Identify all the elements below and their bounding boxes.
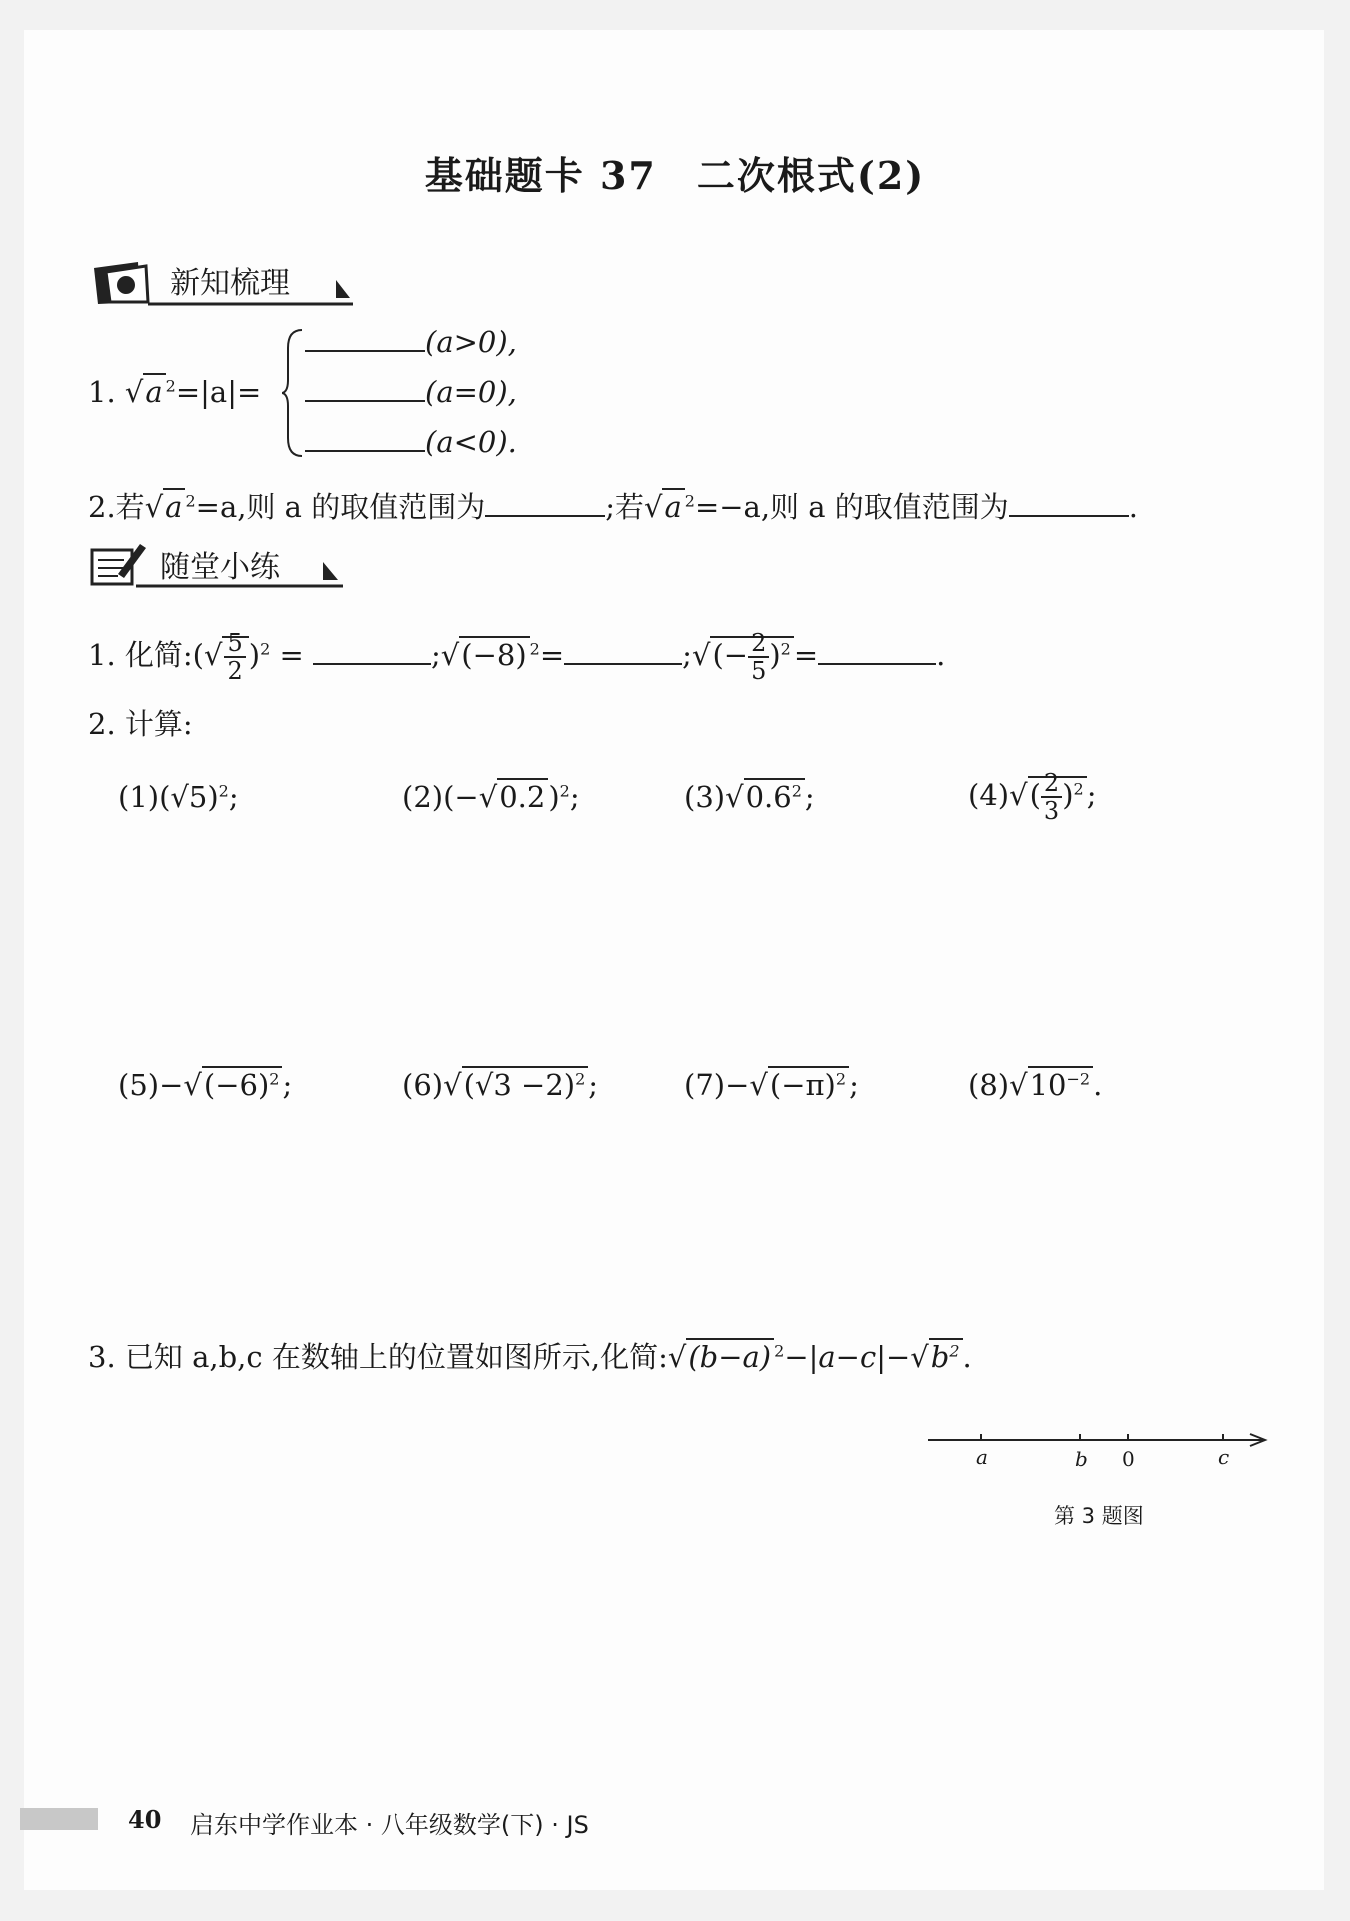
answer-blank[interactable] xyxy=(305,399,425,402)
axis-label-a: a xyxy=(976,1445,988,1469)
axis-label-c: c xyxy=(1218,1445,1230,1469)
answer-blank[interactable] xyxy=(1009,514,1129,517)
answer-blank[interactable] xyxy=(305,349,425,352)
calc-item-8: $(8)√10^{-2}$ . xyxy=(968,1068,1103,1102)
book-title: 启东中学作业本 · 八年级数学(下) · JS xyxy=(190,1811,589,1839)
case-row: (a>0), xyxy=(305,325,517,359)
question-2: 2.若√a $^2$=a,则 a 的取值范围为 ;若√a $^2$=−a,则 a 的取值范围为 . xyxy=(88,490,1139,524)
footer-bar xyxy=(20,1808,98,1830)
practice-1: 1. 化简:(√ $\frac{5}{2}$ )$^2$ = ;√(−8) $^2$= ;√(− $\frac{2}{5}$ )$^2$ = . xyxy=(88,629,946,685)
answer-blank[interactable] xyxy=(564,662,682,665)
calc-item-7: $(7)-√(-\pi)^2$ ; xyxy=(684,1068,859,1102)
calc-item-2: (2)(−√0.2 )$^2$; xyxy=(402,780,580,814)
section-label: 随堂小练 xyxy=(160,550,280,585)
calc-item-1: $(1)(√5)^2$; xyxy=(118,780,239,814)
page-number: 40 xyxy=(128,1805,162,1834)
q1-lhs: 1. √a $^2$=|a|= xyxy=(88,375,262,409)
calc-item-6: $(6)√(√3 -2)^2$ ; xyxy=(402,1068,599,1102)
practice-2-label: 2. 计算: xyxy=(88,707,193,741)
calc-item-4: (4)√( $\frac{2}{3}$ )$^2$ ; xyxy=(968,769,1097,825)
answer-blank[interactable] xyxy=(485,514,605,517)
case-row: (a=0), xyxy=(305,375,517,409)
calc-item-5: $(5)-√(-6)^2$ ; xyxy=(118,1068,293,1102)
page-title: 基础题卡 37 二次根式(2) xyxy=(424,153,926,198)
answer-blank[interactable] xyxy=(818,662,936,665)
axis-label-zero: 0 xyxy=(1122,1447,1135,1471)
section-label: 新知梳理 xyxy=(170,266,290,301)
calc-item-3: $(3)√0.6^2$ ; xyxy=(684,780,815,814)
axis-label-b: b xyxy=(1075,1447,1088,1471)
answer-blank[interactable] xyxy=(305,449,425,452)
figure-caption: 第 3 题图 xyxy=(1054,1504,1144,1528)
practice-3: 3. 已知 a,b,c 在数轴上的位置如图所示,化简:√(b−a) $^2-|a-c|-√b^2$ . xyxy=(88,1340,972,1374)
answer-blank[interactable] xyxy=(313,662,431,665)
brace xyxy=(282,328,304,458)
case-row: (a<0). xyxy=(305,425,517,459)
